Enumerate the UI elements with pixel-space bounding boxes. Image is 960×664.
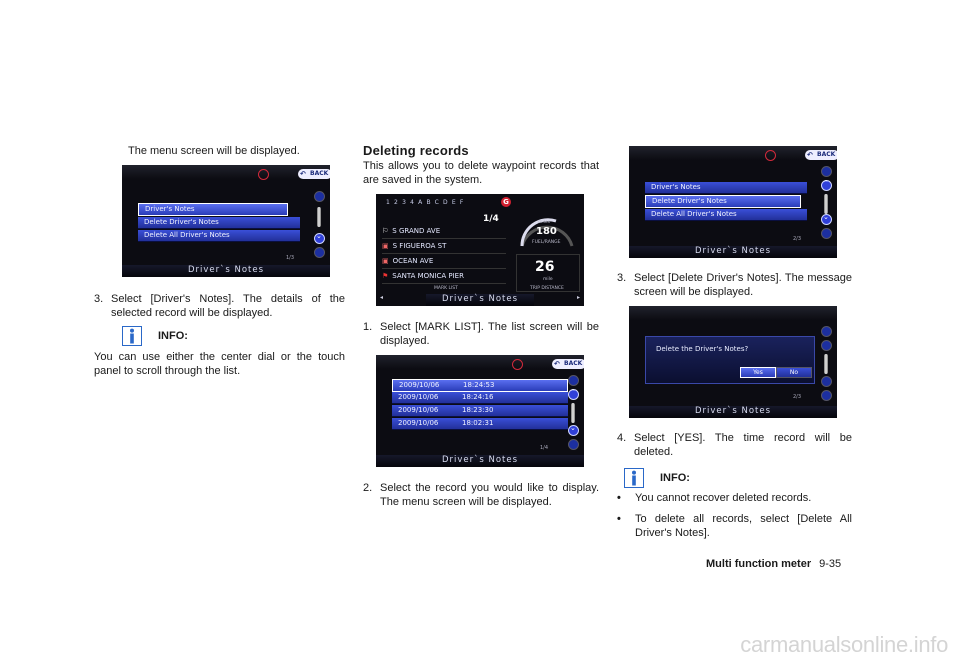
scroll-button-lower[interactable]: [314, 247, 325, 258]
scroll-button[interactable]: [314, 191, 325, 202]
screen-footer-title: Driver`s Notes: [629, 246, 837, 258]
scroll-button-lower[interactable]: [821, 390, 832, 401]
scroll-up-button[interactable]: [821, 180, 832, 191]
menu-screen-intro: The menu screen will be displayed.: [128, 145, 300, 157]
trip-distance-tab[interactable]: TRIP DISTANCE: [530, 286, 564, 291]
page-footer: [706, 558, 841, 570]
screen-footer-title: Driver`s Notes: [122, 265, 330, 277]
drivers-notes-menu-screen: [122, 165, 330, 277]
record-list-screen: [376, 355, 584, 467]
info-label: INFO:: [660, 472, 690, 484]
marker-icon: ▣: [382, 242, 389, 250]
scroll-down-button[interactable]: [821, 214, 832, 225]
list-page-indicator: 1/4: [483, 214, 499, 224]
list-item[interactable]: ⚑ SANTA MONICA PIER: [382, 269, 506, 284]
yes-button[interactable]: Yes: [740, 367, 776, 378]
mark-list-screen: [376, 194, 584, 306]
delete-menu-screen: [629, 146, 837, 258]
scroll-button[interactable]: [821, 340, 832, 351]
step-3-select-delete-drivers-notes: 3. Select [Delete Driver's Notes]. The message screen will be displayed.: [617, 272, 852, 298]
list-item[interactable]: ▣ S FIGUEROA ST: [382, 239, 506, 254]
info-bullet: • You cannot recover deleted records.: [617, 492, 812, 504]
screen-footer-title: Driver`s Notes: [629, 406, 837, 418]
scroll-slider[interactable]: [571, 403, 575, 423]
chevron-down-icon: ⌄: [823, 213, 829, 221]
scroll-button-lower[interactable]: [568, 439, 579, 450]
section-intro: This allows you to delete waypoint records that are saved in the system.: [363, 160, 599, 186]
scroll-button[interactable]: [821, 326, 832, 337]
scroll-button[interactable]: [821, 376, 832, 387]
menu-item-drivers-notes[interactable]: Driver's Notes: [138, 203, 288, 216]
scroll-slider[interactable]: [824, 354, 828, 374]
arrow-right-icon[interactable]: ▸: [576, 294, 580, 301]
table-row[interactable]: 2009/10/06 18:02:31: [392, 418, 568, 430]
screen-footer-title: Driver`s Notes: [376, 455, 584, 467]
status-circle-icon: [512, 359, 523, 370]
no-button[interactable]: No: [776, 367, 812, 378]
bullet-icon: •: [617, 513, 621, 525]
page-number: 9-35: [819, 558, 842, 570]
page-indicator: 2/3: [793, 236, 802, 242]
chevron-down-icon: ⌄: [570, 424, 576, 432]
chevron-down-icon: ⌄: [316, 232, 322, 240]
list-item[interactable]: ▣ OCEAN AVE: [382, 254, 506, 269]
info-bullet: • To delete all records, select [Delete All Driver's Notes].: [617, 513, 852, 539]
step-1-select-mark-list: 1. Select [MARK LIST]. The list screen will be displayed.: [363, 321, 599, 347]
mark-list-tab[interactable]: MARK LIST: [434, 286, 458, 291]
trip-distance-panel: 26 mile: [516, 254, 580, 292]
section-name: Multi function meter: [706, 558, 812, 570]
confirm-question: Delete the Driver's Notes?: [656, 345, 749, 353]
info-icon: [624, 468, 644, 488]
screen-footer-title: Driver`s Notes: [426, 294, 534, 306]
status-circle-icon: [258, 169, 269, 180]
fuel-range-gauge: miles 180 FUEL/RANGE: [516, 210, 578, 250]
step-3-select-drivers-notes: 3. Select [Driver's Notes]. The details of the selected record will be displayed.: [94, 293, 345, 319]
table-row[interactable]: 2009/10/06 18:23:30: [392, 405, 568, 417]
step-2-select-record: 2. Select the record you would like to display. The menu screen will be displayed.: [363, 482, 599, 508]
scroll-up-button[interactable]: [568, 389, 579, 400]
menu-item-delete-drivers-notes[interactable]: Delete Driver's Notes: [138, 217, 300, 229]
scroll-button[interactable]: [568, 375, 579, 386]
status-circle-icon: [765, 150, 776, 161]
confirm-dialog: [645, 336, 815, 384]
back-button[interactable]: ↶ BACK: [805, 150, 837, 160]
list-item[interactable]: ⚐ S GRAND AVE: [382, 224, 506, 239]
watermark: carmanualsonline.info: [740, 632, 948, 657]
back-button[interactable]: ↶ BACK: [552, 359, 584, 369]
menu-item-delete-all-drivers-notes[interactable]: Delete All Driver's Notes: [645, 209, 807, 221]
info-text: You can use either the center dial or the touch panel to scroll through the list.: [94, 351, 345, 377]
scroll-slider[interactable]: [824, 194, 828, 214]
back-button[interactable]: ↶ BACK: [298, 169, 330, 179]
menu-item-drivers-notes[interactable]: Driver's Notes: [645, 182, 807, 194]
page-indicator: 1/3: [286, 255, 295, 261]
index-bar: 1234ABCDEF: [386, 199, 468, 206]
scroll-down-button[interactable]: [314, 233, 325, 244]
scroll-button-lower[interactable]: [821, 228, 832, 239]
menu-item-delete-all-drivers-notes[interactable]: Delete All Driver's Notes: [138, 230, 300, 242]
scroll-slider[interactable]: [317, 207, 321, 227]
flag-icon: ⚐: [382, 227, 389, 235]
section-heading: Deleting records: [363, 143, 469, 158]
table-row[interactable]: 2009/10/06 18:24:16: [392, 392, 568, 404]
g-icon[interactable]: G: [501, 197, 511, 207]
marker-icon: ▣: [382, 257, 389, 265]
page-indicator: 1/4: [540, 445, 549, 451]
info-label: INFO:: [158, 330, 188, 342]
chevron-up-icon: ⌃: [823, 179, 829, 187]
chevron-up-icon: ⌃: [570, 388, 576, 396]
step-4-select-yes: 4. Select [YES]. The time record will be deleted.: [617, 432, 852, 458]
page-indicator: 2/3: [793, 394, 802, 400]
arrow-left-icon[interactable]: ◂: [380, 294, 384, 301]
scroll-down-button[interactable]: [568, 425, 579, 436]
delete-confirm-screen: [629, 306, 837, 418]
menu-item-delete-drivers-notes[interactable]: Delete Driver's Notes: [645, 195, 801, 208]
table-row[interactable]: 2009/10/06 18:24:53: [392, 379, 568, 392]
scroll-button[interactable]: [821, 166, 832, 177]
info-icon: [122, 326, 142, 346]
bullet-icon: •: [617, 492, 621, 504]
flag-red-icon: ⚑: [382, 272, 389, 280]
mark-list: [382, 224, 506, 284]
